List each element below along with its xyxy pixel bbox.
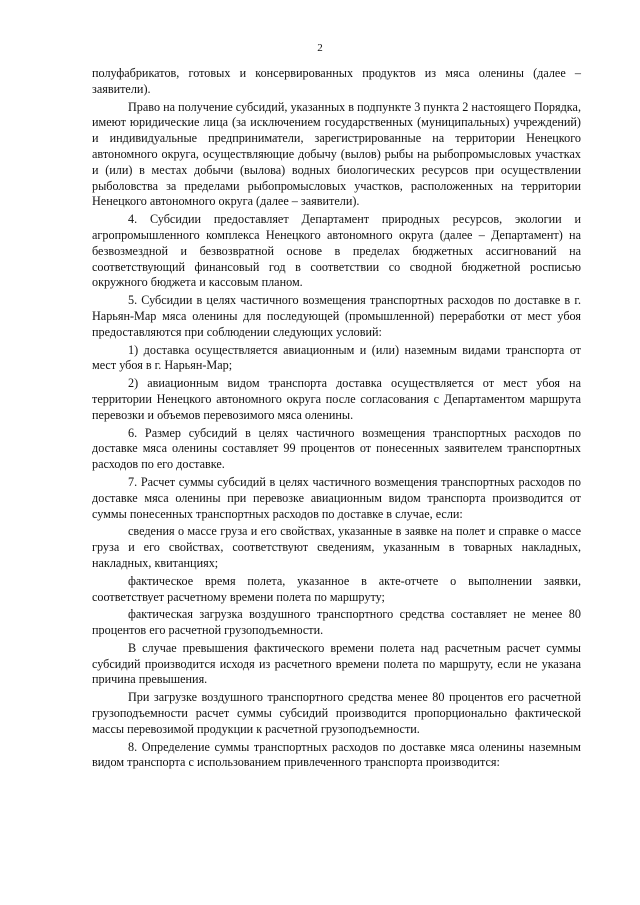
paragraph-5: 2) авиационным видом транспорта доставка осуществляется от мест убоя на территории Ненецкого автономного округа после согласования с Департаментом маршрута перевозки и объемов перевозимого мяса оленины.	[92, 376, 581, 422]
paragraph-10: фактическая загрузка воздушного транспортного средства составляет не менее 80 процентов его расчетной грузоподъемности.	[92, 607, 581, 638]
paragraph-12: При загрузке воздушного транспортного средства менее 80 процентов его расчетной грузоподъемности расчет суммы субсидий производится пропорционально фактической массы перевозимой продукции к расчетной грузоподъемности.	[92, 690, 581, 736]
paragraph-6: 6. Размер субсидий в целях частичного возмещения транспортных расходов по доставке мяса оленины составляет 99 процентов от понесенных заявителем транспортных расходов по его доставке.	[92, 425, 581, 472]
paragraph-1: Право на получение субсидий, указанных в подпункте 3 пункта 2 настоящего Порядка, имеют юридические лица (за исключением государственных (муниципальных) учреждений) и индивидуальные предприниматели, зарегистрированные на территории Ненецкого автономного округа, осуществляющие добычу (вылов) рыбы на рыбопромысловых участках и (или) в местах добычи (вылова) водных биологических ресурсов при осуществлении рыболовства за пределами рыбопромысловых участков, расположенных на территории Ненецкого автономного округа (далее – заявители).	[92, 99, 581, 209]
paragraph-2: 4. Субсидии предоставляет Департамент природных ресурсов, экологии и агропромышленного комплекса Ненецкого автономного округа (далее – Департамент) на безвозмездной и безвозвратной основе в пределах бюджетных ассигнований на соответствующий финансовый год в соответствии со сводной бюджетной росписью окружного бюджета и кассовым планом.	[92, 212, 581, 290]
paragraph-3: 5. Субсидии в целях частичного возмещения транспортных расходов по доставке в г. Нарьян-Мар мяса оленины для последующей (промышленной) переработки от мест убоя предоставляются при соблюдении следующих условий:	[92, 293, 581, 339]
paragraph-7: 7. Расчет суммы субсидий в целях частичного возмещения транспортных расходов по доставке мяса оленины при перевозке авиационным видом транспорта производится от суммы понесенных транспортных расходов по доставке в случае, если:	[92, 474, 581, 521]
document-body	[92, 66, 581, 771]
paragraph-9: фактическое время полета, указанное в акте-отчете о выполнении заявки, соответствует расчетному времени полета по маршруту;	[92, 573, 581, 604]
paragraph-11: В случае превышения фактического времени полета над расчетным расчет суммы субсидий производится исходя из расчетного времени полета по маршруту, если не указана причина превышения.	[92, 640, 581, 687]
paragraph-0: полуфабрикатов, готовых и консервированных продуктов из мяса оленины (далее – заявители).	[92, 66, 581, 96]
paragraph-8: сведения о массе груза и его свойствах, указанные в заявке на полет и справке о массе груза и его свойствах, соответствуют сведениям, указанным в товарных накладных, накладных, квитанциях;	[92, 524, 581, 570]
page-number: 2	[317, 42, 323, 54]
paragraph-13: 8. Определение суммы транспортных расходов по доставке мяса оленины наземным видом транспорта с использованием привлеченного транспорта производится:	[92, 739, 581, 770]
paragraph-4: 1) доставка осуществляется авиационным и (или) наземным видами транспорта от мест убоя в г. Нарьян-Мар;	[92, 342, 581, 373]
